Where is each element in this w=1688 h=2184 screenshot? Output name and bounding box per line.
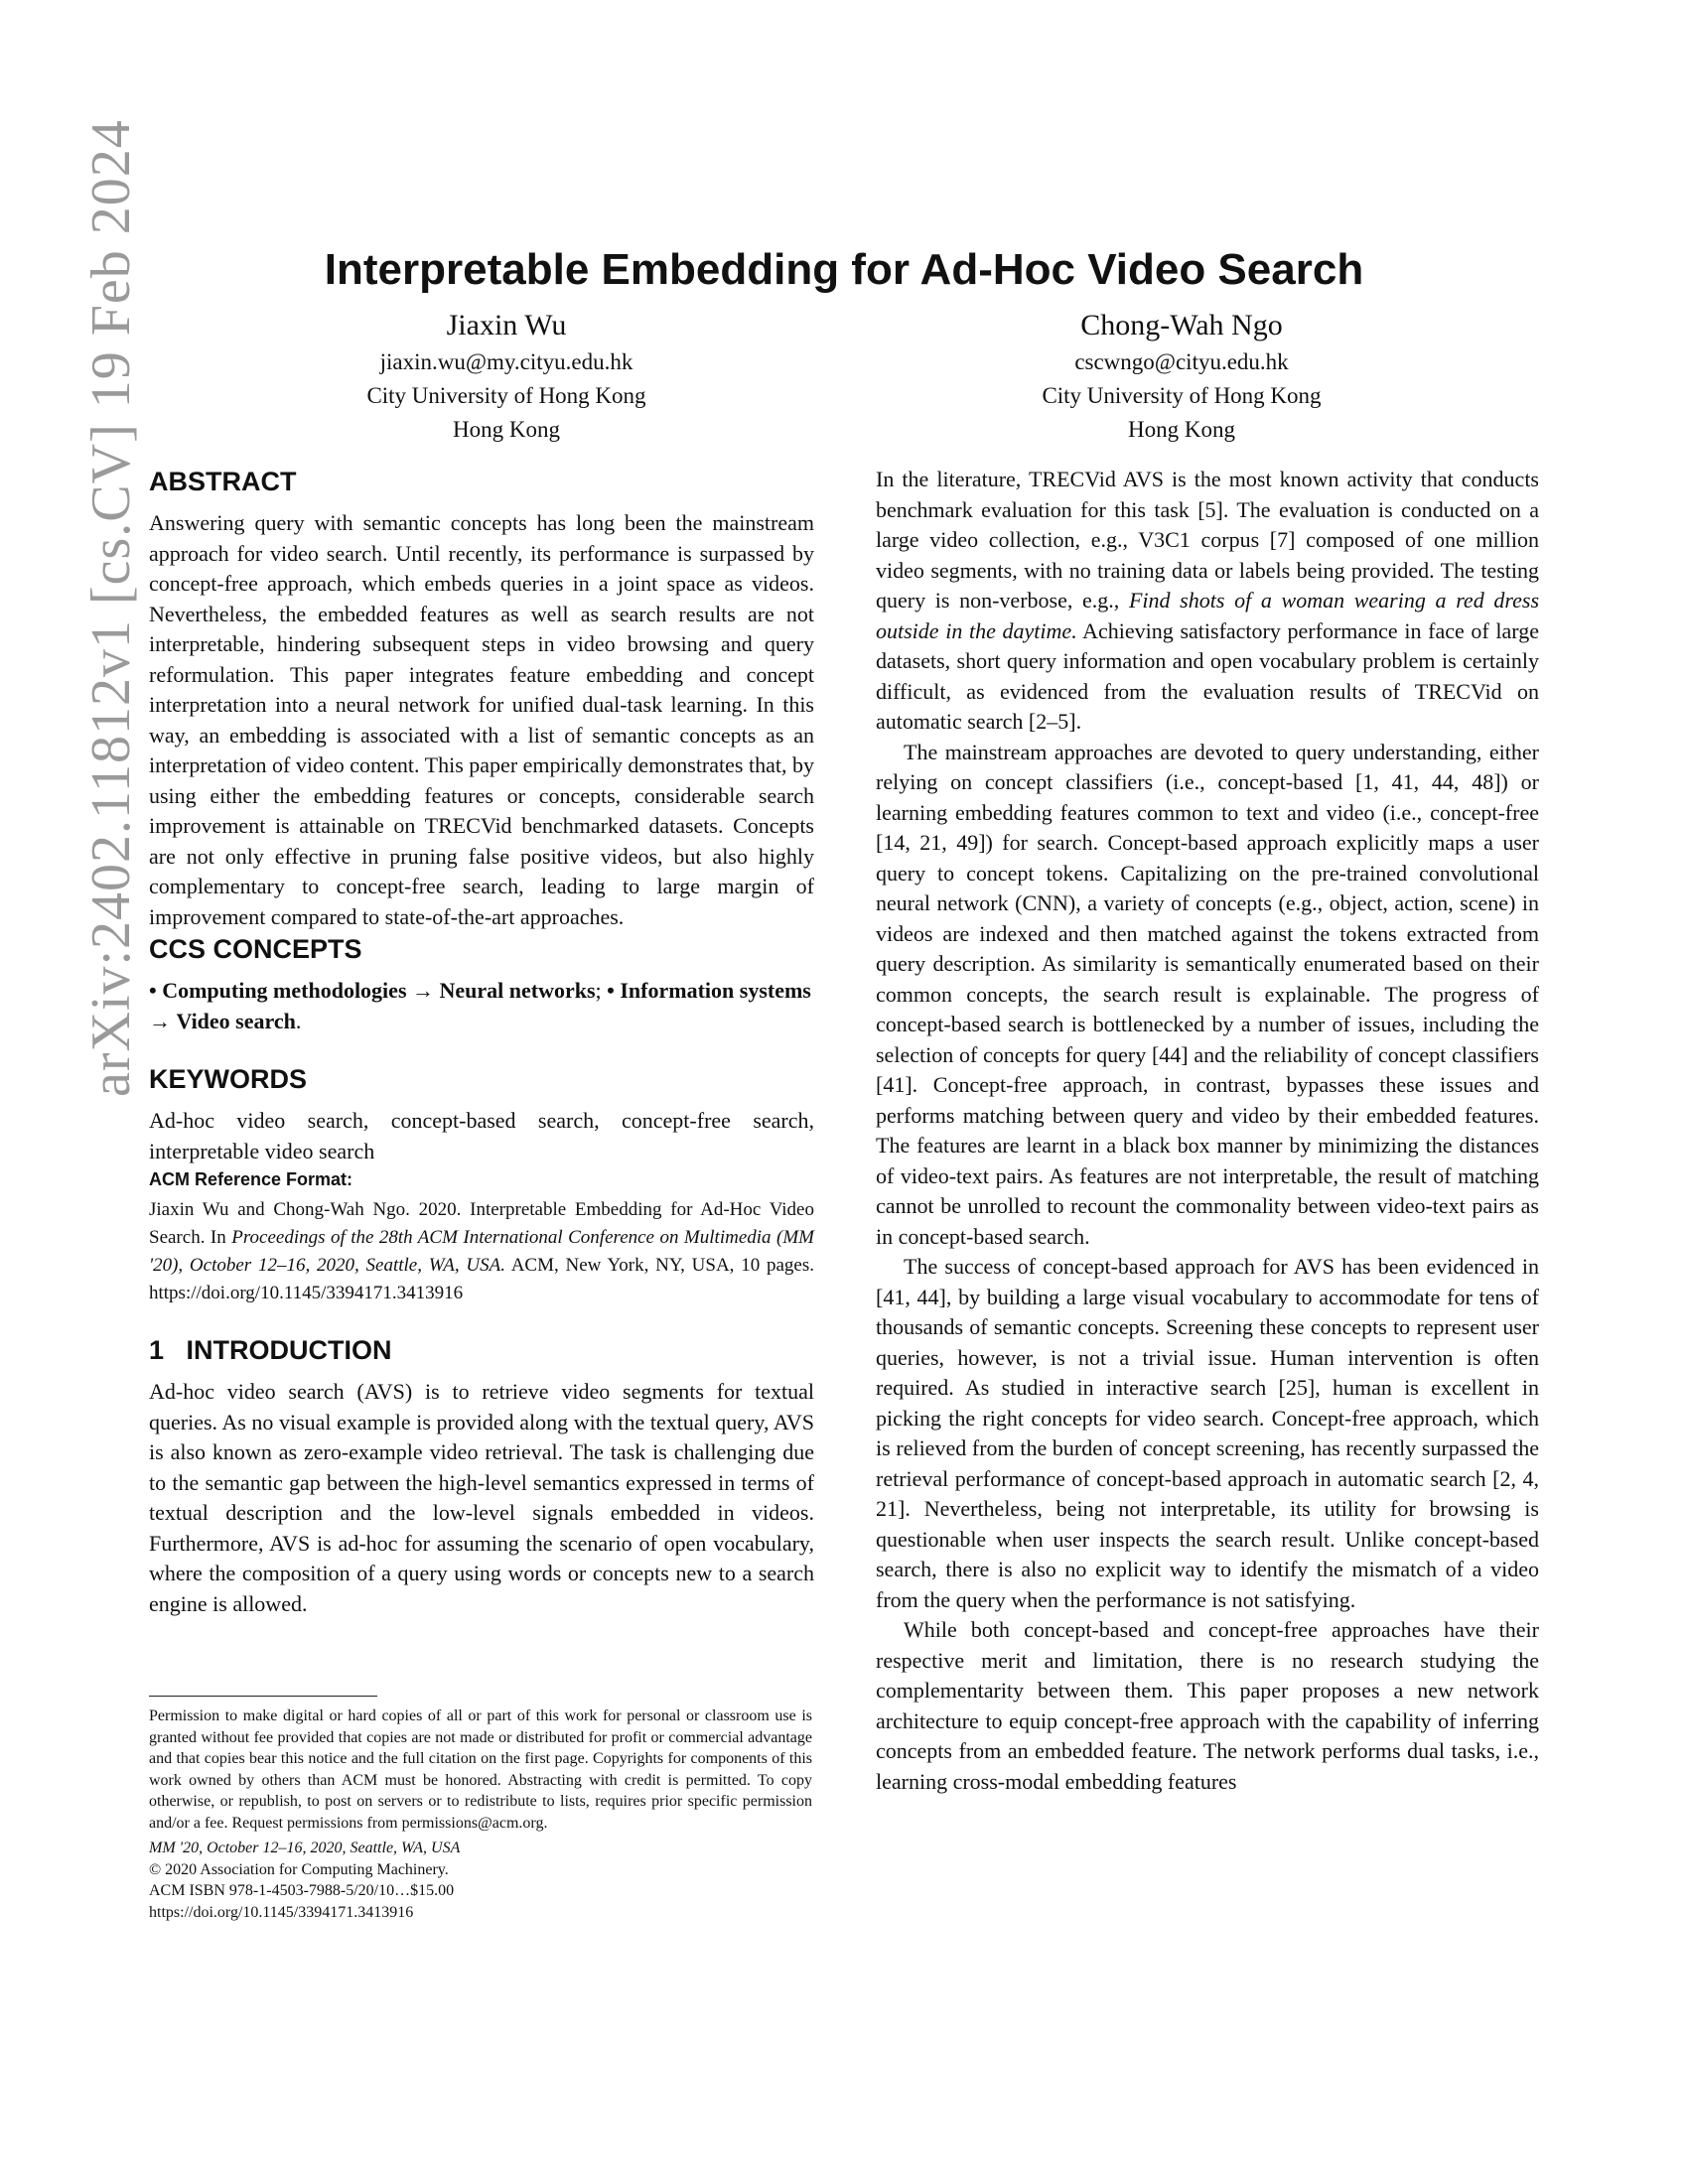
left-column	[149, 465, 814, 1619]
ccs-arrow: →	[149, 1008, 171, 1033]
ccs-heading: CCS CONCEPTS	[149, 934, 362, 964]
doi-line: https://doi.org/10.1145/3394171.3413916	[149, 1903, 414, 1921]
intro-paragraph-4: The success of concept-based approach for AVS has been evidenced in [41, 44], by building a large visual vocabulary to accommodate for tens of thousands of semantic concepts. Screening these concepts to represent user queries, however, is not a trivial issue. Human intervention is often required. As studied in interactive search [25], human is excellent in picking the right concepts for video search. Concept-free approach, which is relieved from the burden of concept screening, has recently surpassed the retrieval performance of concept-based approach in automatic search [2, 4, 21]. Nevertheless, being not interpretable, its utility for browsing is questionable when user inspects the search result. Unlike concept-based search, there is also no explicit way to identify the mismatch of a video from the query when the performance is not satisfying.	[876, 1254, 1539, 1612]
author-block-1	[228, 306, 784, 447]
abstract-text: Answering query with semantic concepts has long been the mainstream approach for video search. Until recently, its performance is surpassed by concept-free approach, which embeds queries in a joint space as videos. Nevertheless, the embedded features as well as search results are not interpretable, hindering subsequent steps in video browsing and query reformulation. This paper integrates feature embedding and concept interpretation into a neural network for unified dual-task learning. In this way, an embedding is associated with a list of semantic concepts as an interpretation of video content. This paper empirically demonstrates that, by using either the embedding features or concepts, considerable search improvement is attainable on TRECVid benchmarked datasets. Concepts are not only effective in pruning false positive videos, but also highly complementary to concept-free search, leading to large margin of improvement compared to state-of-the-art approaches.	[149, 510, 814, 929]
keywords-heading: KEYWORDS	[149, 1064, 308, 1094]
ccs-arrow: →	[412, 978, 434, 1003]
author-affiliation: City University of Hong Kong	[1042, 383, 1322, 408]
author-name: Jiaxin Wu	[446, 309, 567, 341]
isbn-line: ACM ISBN 978-1-4503-7988-5/20/10…$15.00	[149, 1882, 455, 1899]
abstract-heading: ABSTRACT	[149, 467, 297, 496]
permission-notice: Permission to make digital or hard copies of all or part of this work for personal or classroom use is granted without fee provided that copies are not made or distributed for profit or commercial advantage and that copies bear this notice and the full citation on the first page. Copyrights for components of this work owned by others than ACM must be honored. Abstracting with credit is permitted. To copy otherwise, or republish, to post on servers or to redistribute to lists, requires prior specific permission and/or a fee. Request permissions from permissions@acm.org.	[149, 1707, 812, 1832]
author-affiliation: City University of Hong Kong	[366, 383, 646, 408]
acm-reference-publisher: ACM, New York, NY, USA, 10 pages. https://doi.org/10.1145/3394171.3413916	[149, 1255, 814, 1303]
ccs-bullet-1: • Computing methodologies	[149, 978, 407, 1003]
ccs-concepts	[149, 976, 814, 1036]
ccs-end: .	[295, 1008, 302, 1033]
introduction-heading: 1 INTRODUCTION	[149, 1335, 392, 1365]
arxiv-identifier-stamp: arXiv:2402.11812v1 [cs.CV] 19 Feb 2024	[80, 119, 142, 1097]
ccs-separator: ;	[595, 978, 602, 1003]
conference-line	[149, 1838, 812, 1859]
footnote-divider	[149, 1696, 377, 1697]
acm-reference-text	[149, 1196, 814, 1307]
paragraph-text: In the literature, TRECVid AVS is the most known activity that conducts benchmark evaluation for this task [5]. The evaluation is conducted on a large video collection, e.g., V3C1 corpus [7] composed of one million video segments, with no training data or labels being provided. The testing query is non-verbose, e.g.,	[876, 467, 1539, 613]
author-name: Chong-Wah Ngo	[1080, 309, 1283, 341]
right-column	[876, 465, 1539, 1797]
intro-paragraph-5: While both concept-based and concept-free approaches have their respective merit and limitation, there is no research studying the complementarity between them. This paper proposes a new network architecture to equip concept-free approach with the capability of inferring concepts from an embedded feature. The network performs dual tasks, i.e., learning cross-modal embedding features	[876, 1617, 1539, 1794]
ccs-bullet-2: • Information systems	[607, 978, 811, 1003]
keywords-text: Ad-hoc video search, concept-based search, concept-free search, interpretable video search	[149, 1108, 814, 1163]
author-location: Hong Kong	[1128, 417, 1235, 442]
example-query: Find shots of a woman wearing a red dress outside in the daytime.	[876, 588, 1540, 643]
intro-paragraph-2	[876, 465, 1539, 738]
author-location: Hong Kong	[453, 417, 560, 442]
copyright-line: © 2020 Association for Computing Machinery.	[149, 1860, 449, 1878]
copyright-footnote	[149, 1706, 812, 1923]
paper-title: Interpretable Embedding for Ad-Hoc Video Search	[324, 245, 1364, 295]
acm-reference-heading: ACM Reference Format:	[149, 1169, 353, 1189]
paragraph-text: Achieving satisfactory performance in face of large datasets, short query information and open vocabulary problem is certainly difficult, as evidenced from the evaluation results of TRECVid on automatic search [2–5].	[876, 617, 1539, 734]
author-email: cscwngo@cityu.edu.hk	[1074, 349, 1289, 374]
introduction-paragraph-1: Ad-hoc video search (AVS) is to retrieve video segments for textual queries. As no visual example is provided along with the textual query, AVS is also known as zero-example video retrieval. The task is challenging due to the semantic gap between the high-level semantics expressed in terms of textual description and the low-level signals embedded in videos. Furthermore, AVS is ad-hoc for assuming the scenario of open vocabulary, where the composition of a query using words or concepts new to a search engine is allowed.	[149, 1379, 814, 1616]
intro-paragraph-3: The mainstream approaches are devoted to query understanding, either relying on concept classifiers (i.e., concept-based [1, 41, 44, 48]) or learning embedding features common to text and video (i.e., concept-free [14, 21, 49]) for search. Concept-based approach explicitly maps a user query to concept tokens. Capitalizing on the pre-trained convolutional neural network (CNN), a variety of concepts (e.g., object, action, scene) in videos are indexed and then matched against the tokens extracted from query description. As similarity is semantically enumerated based on their common concepts, the search result is explainable. The progress of concept-based search is bottlenecked by a number of issues, including the selection of concepts for query [44] and the reliability of concept classifiers [41]. Concept-free approach, in contrast, bypasses these issues and performs matching between query and video by their embedded features. The features are learnt in a black box manner by minimizing the distances of video-text pairs. As features are not interpretable, the result of matching cannot be unrolled to recount the commonality between video-text pairs as in concept-based search.	[876, 739, 1539, 1249]
author-email: jiaxin.wu@my.cityu.edu.hk	[379, 349, 633, 374]
acm-reference-authors: Jiaxin Wu and Chong-Wah Ngo. 2020. Interpretable Embedding for Ad-Hoc Video Search. In	[149, 1199, 814, 1248]
acm-reference-venue: Proceedings of the 28th ACM International Conference on Multimedia (MM '20), October 12–16, 2020, Seattle, WA, USA.	[149, 1227, 814, 1276]
ccs-target-1: Neural networks	[439, 978, 596, 1003]
ccs-target-2: Video search	[176, 1008, 296, 1033]
author-block-2	[904, 306, 1460, 447]
conference-name: MM '20, October 12–16, 2020, Seattle, WA, USA	[149, 1840, 461, 1856]
